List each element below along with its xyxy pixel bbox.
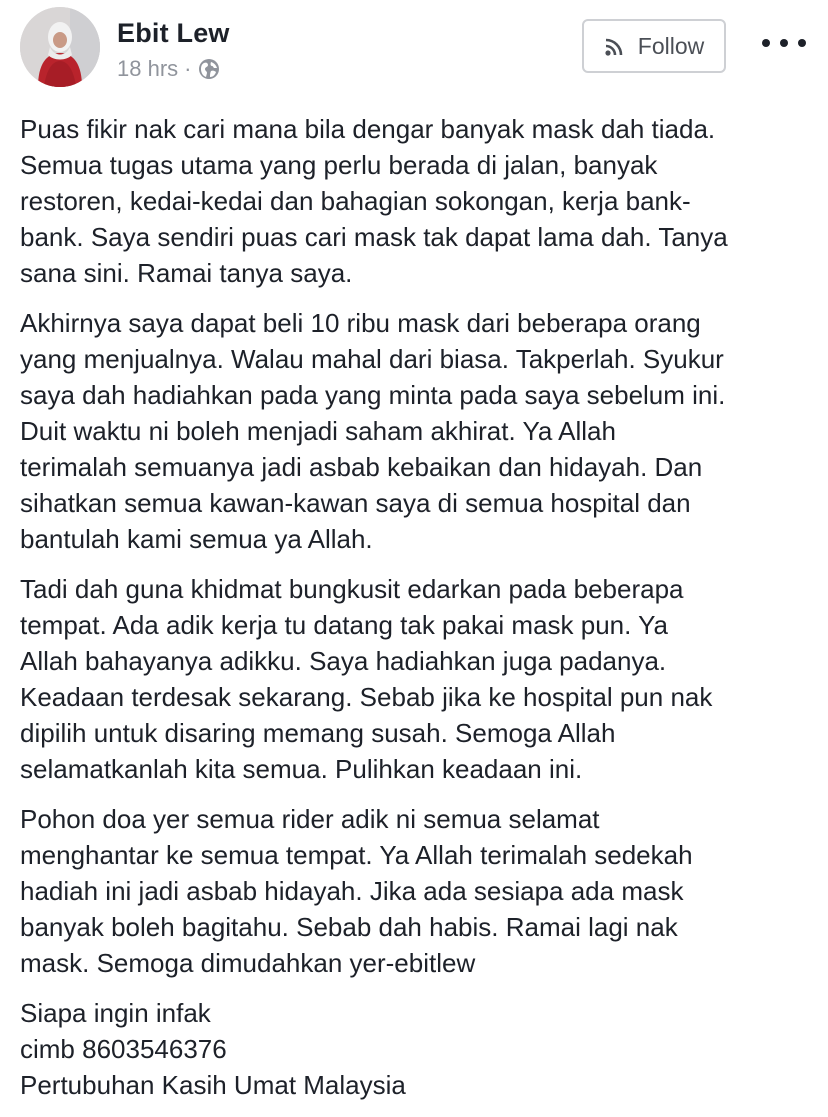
text-line: saya dah hadiahkan pada yang minta pada saya sebelum ini. xyxy=(20,380,726,410)
post-header xyxy=(0,0,828,100)
post-meta xyxy=(117,56,220,82)
more-options-button[interactable] xyxy=(762,30,806,56)
post-time[interactable]: 18 hrs xyxy=(117,56,179,81)
text-line: sihatkan semua kawan-kawan saya di semua hospital dan xyxy=(20,488,691,518)
text-line: tempat. Ada adik kerja tu datang tak pakai mask pun. Ya xyxy=(20,610,668,640)
text-line: menghantar ke semua tempat. Ya Allah terimalah sedekah xyxy=(20,840,693,870)
avatar[interactable] xyxy=(20,7,100,87)
text-line: Semua tugas utama yang perlu berada di jalan, banyak xyxy=(20,150,658,180)
text-line: Duit waktu ni boleh menjadi saham akhirat. Ya Allah xyxy=(20,416,616,446)
text-line: banyak boleh bagitahu. Sebab dah habis. Ramai lagi nak xyxy=(20,912,678,942)
follow-label: Follow xyxy=(637,32,705,59)
post-paragraph xyxy=(20,111,810,291)
text-line: hadiah ini jadi asbab hidayah. Jika ada sesiapa ada mask xyxy=(20,876,684,906)
post-paragraph xyxy=(20,801,810,981)
text-line: Akhirnya saya dapat beli 10 ribu mask dari beberapa orang xyxy=(20,308,701,338)
text-line: cimb 8603546376 xyxy=(20,1034,227,1064)
text-line: Allah bahayanya adikku. Saya hadiahkan juga padanya. xyxy=(20,646,667,676)
post-body xyxy=(20,111,810,1117)
text-line: Puas fikir nak cari mana bila dengar banyak mask dah tiada. xyxy=(20,114,716,144)
more-dot xyxy=(798,39,806,47)
text-line: dipilih untuk disaring memang susah. Semoga Allah xyxy=(20,718,616,748)
text-line: mask. Semoga dimudahkan yer-ebitlew xyxy=(20,948,476,978)
more-dots-icon xyxy=(762,39,770,47)
follow-button[interactable] xyxy=(582,19,726,73)
text-line: bantulah kami semua ya Allah. xyxy=(20,524,373,554)
text-line: Keadaan terdesak sekarang. Sebab jika ke hospital pun nak xyxy=(20,682,713,712)
text-line: Siapa ingin infak xyxy=(20,998,211,1028)
meta-separator: · xyxy=(184,56,192,81)
post-paragraph xyxy=(20,995,810,1103)
author-name[interactable]: Ebit Lew xyxy=(117,18,230,48)
text-line: Tadi dah guna khidmat bungkusit edarkan pada beberapa xyxy=(20,574,684,604)
text-line: selamatkanlah kita semua. Pulihkan keadaan ini. xyxy=(20,754,583,784)
text-line: Pertubuhan Kasih Umat Malaysia xyxy=(20,1070,406,1100)
rss-icon xyxy=(604,36,624,56)
more-dot xyxy=(780,39,788,47)
post-paragraph xyxy=(20,305,810,557)
text-line: Pohon doa yer semua rider adik ni semua selamat xyxy=(20,804,600,834)
post-paragraph xyxy=(20,571,810,787)
text-line: bank. Saya sendiri puas cari mask tak dapat lama dah. Tanya xyxy=(20,222,728,252)
text-line: restoren, kedai-kedai dan bahagian sokongan, kerja bank- xyxy=(20,186,691,216)
text-line: sana sini. Ramai tanya saya. xyxy=(20,258,353,288)
text-line: terimalah semuanya jadi asbab kebaikan dan hidayah. Dan xyxy=(20,452,703,482)
avatar-image xyxy=(20,7,100,87)
text-line: yang menjualnya. Walau mahal dari biasa. Takperlah. Syukur xyxy=(20,344,724,374)
globe-icon xyxy=(198,58,220,80)
